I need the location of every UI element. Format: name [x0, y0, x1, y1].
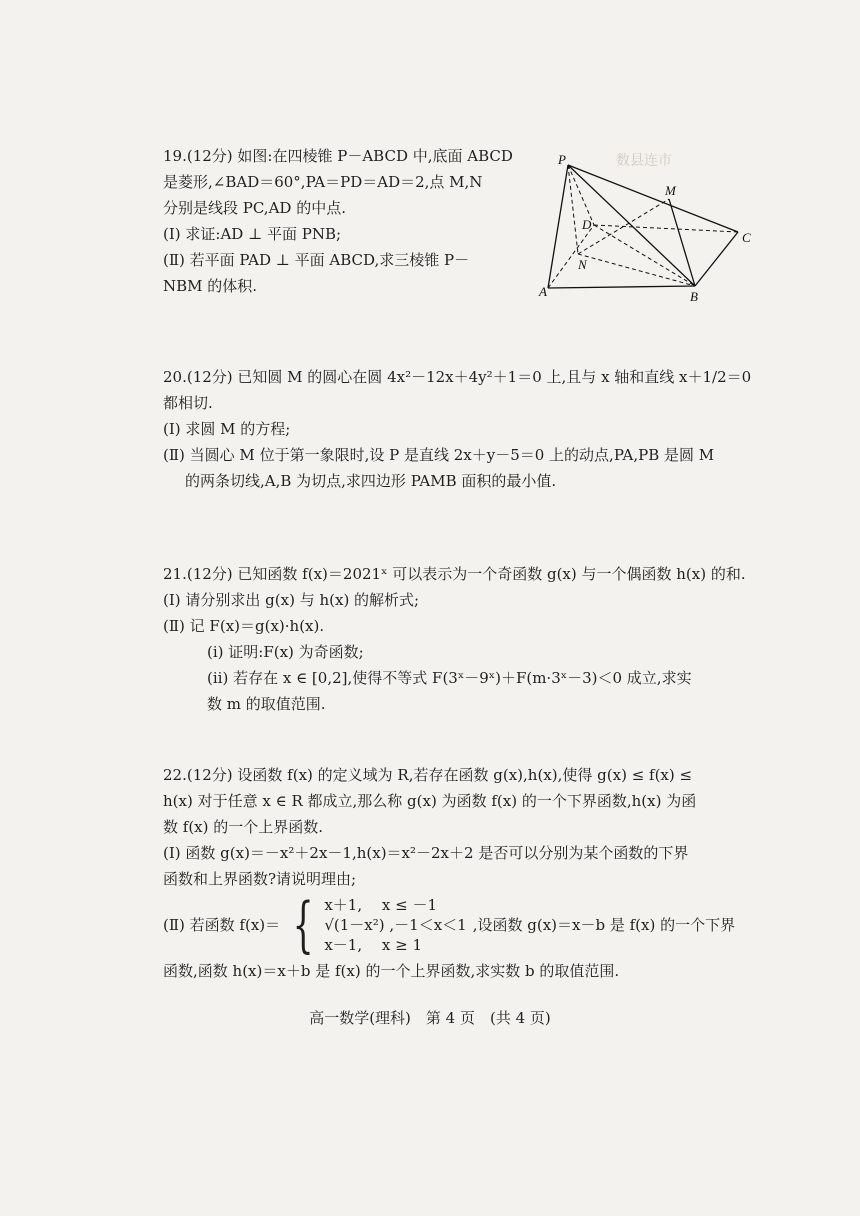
q22-line-3: 数 f(x) 的一个上界函数. [163, 818, 324, 836]
q19-part-1: (Ⅰ) 求证:AD ⊥ 平面 PNB; [163, 225, 342, 243]
case-3: x－1, x ≥ 1 [324, 936, 422, 954]
label-C: C [742, 230, 751, 245]
q21-part-1: (Ⅰ) 请分别求出 g(x) 与 h(x) 的解析式; [163, 591, 420, 609]
bleed-through-text: 数县连市 [616, 153, 672, 169]
case-2: √(1－x²) ,－1＜x＜1 [324, 916, 467, 934]
q22-part-2-prefix: (Ⅱ) 若函数 f(x)＝ [163, 916, 281, 934]
q20-line-1: 20.(12分) 已知圆 M 的圆心在圆 4x²－12x＋4y²＋1＝0 上,且与 x 轴和直线 x＋1/2＝0 [163, 368, 752, 386]
q21-line-6: 数 m 的取值范围. [207, 695, 326, 713]
q22-part-1: (Ⅰ) 函数 g(x)＝－x²＋2x－1,h(x)＝x²－2x＋2 是否可以分别为某个函数的下界 [163, 844, 689, 862]
edge-PN [568, 165, 578, 254]
q20-line-2: 都相切. [163, 394, 213, 412]
q22-line-1: 22.(12分) 设函数 f(x) 的定义域为 R,若存在函数 g(x),h(x),使得 g(x) ≤ f(x) ≤ [163, 766, 693, 784]
q20-line-5: 的两条切线,A,B 为切点,求四边形 PAMB 面积的最小值. [185, 472, 557, 490]
q21-line-1: 21.(12分) 已知函数 f(x)＝2021ˣ 可以表示为一个奇函数 g(x) 与一个偶函数 h(x) 的和. [163, 565, 746, 583]
q19-part-2: (Ⅱ) 若平面 PAD ⊥ 平面 ABCD,求三棱锥 P－ [163, 251, 470, 269]
pyramid-figure [538, 150, 758, 310]
label-A: A [539, 284, 547, 299]
q20-part-1: (Ⅰ) 求圆 M 的方程; [163, 420, 291, 438]
edge-PC [568, 165, 738, 232]
q19-line-3: 分别是线段 PC,AD 的中点. [163, 199, 346, 217]
page-footer: 高一数学(理科) 第 4 页 (共 4 页) [309, 1009, 551, 1027]
question-21 [163, 561, 746, 717]
q19-line-1: 19.(12分) 如图:在四棱锥 P－ABCD 中,底面 ABCD [163, 147, 513, 165]
q22-part-2-suffix: ,设函数 g(x)＝x－b 是 f(x) 的一个下界 [472, 916, 736, 934]
q21-sub-i: (ⅰ) 证明:F(x) 为奇函数; [207, 643, 364, 661]
question-20 [163, 364, 751, 494]
label-B: B [690, 289, 698, 304]
q20-part-2: (Ⅱ) 当圆心 M 位于第一象限时,设 P 是直线 2x＋y－5＝0 上的动点,PA,PB 是圆 M [163, 446, 715, 464]
edge-BC [695, 232, 738, 286]
q22-last-line: 函数,函数 h(x)＝x＋b 是 f(x) 的一个上界函数,求实数 b 的取值范围. [163, 962, 620, 980]
q22-line-2: h(x) 对于任意 x ∈ R 都成立,那么称 g(x) 为函数 f(x) 的一个下界函数,h(x) 为函 [163, 792, 697, 810]
q19-line-2: 是菱形,∠BAD＝60°,PA＝PD＝AD＝2,点 M,N [163, 173, 483, 191]
q22-part-2-piecewise [163, 892, 735, 958]
edge-AB [548, 286, 695, 288]
question-22 [163, 762, 735, 984]
label-P: P [558, 152, 566, 167]
q21-part-2: (Ⅱ) 记 F(x)＝g(x)·h(x). [163, 617, 325, 635]
q22-line-5: 函数和上界函数?请说明理由; [163, 870, 357, 888]
label-N: N [578, 257, 587, 272]
piecewise-cases [324, 895, 466, 955]
case-1: x＋1, x ≤ －1 [324, 896, 437, 914]
label-M: M [665, 183, 676, 198]
q19-line-6: NBM 的体积. [163, 277, 258, 295]
question-19 [163, 143, 523, 299]
label-D: D [582, 217, 592, 232]
q21-sub-ii: (ⅱ) 若存在 x ∈ [0,2],使得不等式 F(3ˣ－9ˣ)＋F(m·3ˣ－3)＜0 成立,求实 [207, 669, 692, 687]
edge-PA [548, 165, 568, 288]
piecewise-brace: { [292, 890, 314, 960]
